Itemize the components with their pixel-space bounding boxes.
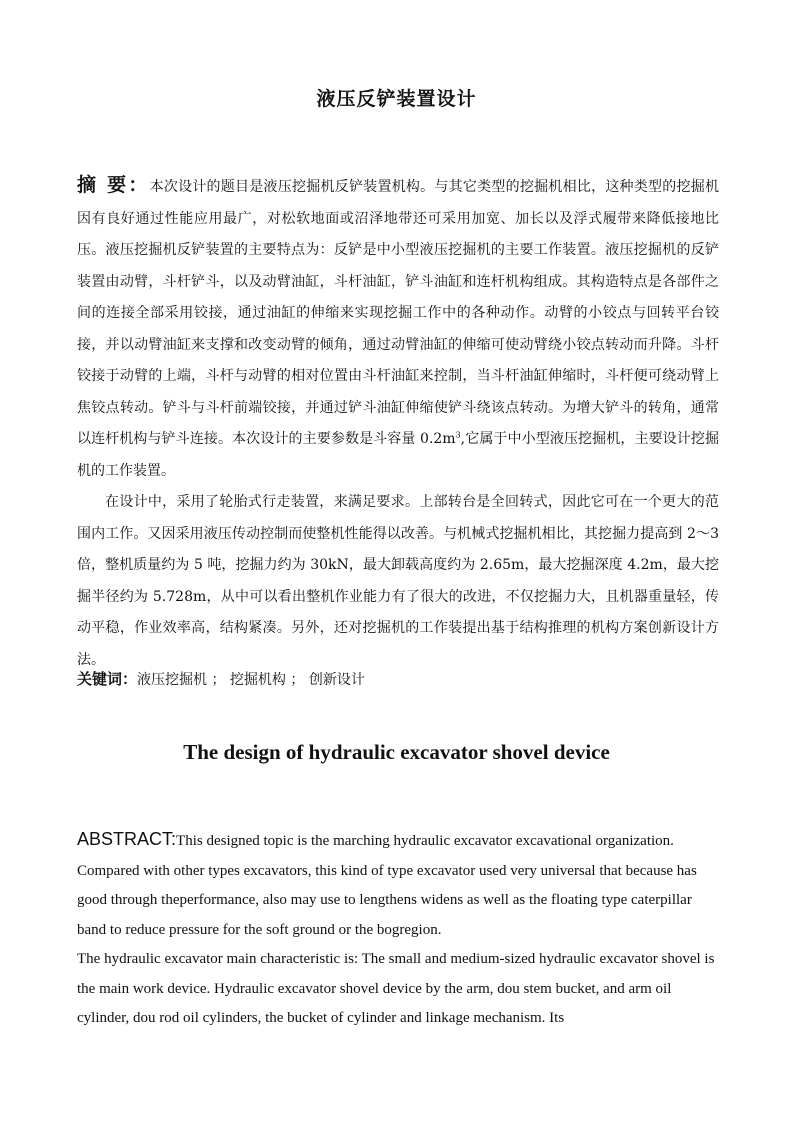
english-abstract-paragraph-2: The hydraulic excavator main characteristic is: The small and medium-sized hydraulic excavator shovel is the main work device. Hydraulic excavator shovel device by the arm, dou stem bucket, and arm oil cylinder, dou rod oil cylinders, the bucket of cylinder and linkage mechanism. Its bbox=[77, 951, 715, 1026]
english-abstract-text-1: This designed topic is the marching hydraulic excavator excavational organization. Compared with other types excavators, this kind of type excavator used very universal that because has good through theperformance, also may use to lengthens widens as well as the floating type caterpillar band to reduce pressure for the soft ground or the bogregion. bbox=[77, 833, 697, 938]
chinese-keywords bbox=[77, 666, 719, 693]
chinese-abstract-paragraph-1 bbox=[77, 170, 719, 487]
chinese-abstract-text-1b: ,它属于中小型液压挖掘机，主要设计挖掘机的工作装置。 bbox=[77, 431, 719, 479]
chinese-abstract-paragraph-2: 在设计中，采用了轮胎式行走装置，来满足要求。上部转台是全回转式，因此它可在一个更大的范围内工作。又因采用液压传动控制而使整机性能得以改善。与机械式挖掘机相比，其挖掘力提高到 2～3 倍，整机质量约为 5 吨，挖掘力约为 30kN，最大卸载高度约为 2.65m，最大挖掘深度 4.2m，最大挖掘半径约为 5.728m，从中可以看出整机作业能力有了很大的改进，不仅挖掘力大，且机器重量轻，传动平稳，作业效率高，结构紧凑。另外，还对挖掘机的工作装提出基于结构推理的机构方案创新设计方法。 bbox=[77, 494, 719, 668]
chinese-abstract-text-1: 本次设计的题目是液压挖掘机反铲装置机构。与其它类型的挖掘机相比，这种类型的挖掘机因有良好通过性能应用最广，对松软地面或沼泽地带还可采用加宽、加长以及浮式履带来降低接地比压。液压挖掘机反铲装置的主要特点为：反铲是中小型液压挖掘机的主要工作装置。液压挖掘机的反铲装置由动臂，斗杆铲斗，以及动臂油缸，斗杆油缸，铲斗油缸和连杆机构组成。其构造特点是各部件之间的连接全部采用铰接，通过油缸的伸缩来实现挖掘工作中的各种动作。动臂的小铰点与回转平台铰接，并以动臂油缸来支撑和改变动臂的倾角，通过动臂油缸的伸缩可使动臂绕小铰点转动而升降。斗杆铰接于动臂的上端，斗杆与动臂的相对位置由斗杆油缸来控制，当斗杆油缸伸缩时，斗杆便可绕动臂上焦铰点转动。铲斗与斗杆前端铰接，并通过铲斗油缸伸缩使铲斗绕该点转动。为增大铲斗的转角，通常以连杆机构与铲斗连接。本次设计的主要参数是斗容量 0.2m bbox=[77, 179, 720, 447]
english-abstract bbox=[77, 825, 719, 1034]
chinese-abstract bbox=[77, 170, 719, 676]
english-abstract-paragraph-1 bbox=[77, 825, 719, 945]
english-abstract-label: ABSTRACT: bbox=[77, 829, 177, 849]
keywords-text: 液压挖掘机 ； 挖掘机构 ； 创新设计 bbox=[137, 672, 365, 688]
chinese-abstract-label: 摘 要： bbox=[77, 174, 150, 196]
chinese-title: 液压反铲装置设计 bbox=[316, 88, 477, 110]
english-title: The design of hydraulic excavator shovel device bbox=[183, 740, 610, 764]
keywords-label: 关键词： bbox=[77, 670, 138, 688]
superscript-3: 3 bbox=[455, 430, 461, 440]
